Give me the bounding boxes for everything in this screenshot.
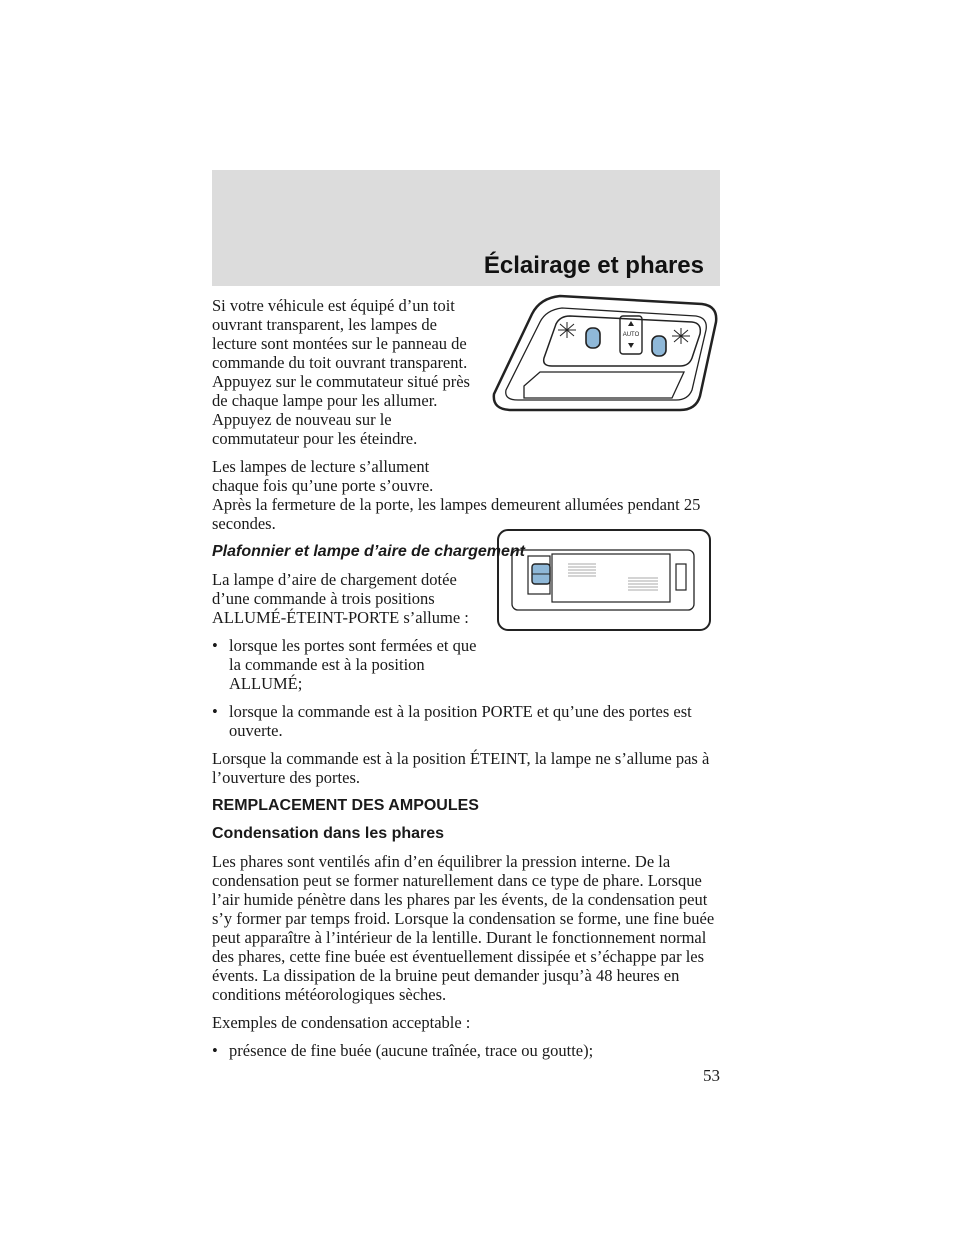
auto-label: AUTO	[622, 332, 640, 338]
page-number: 53	[703, 1066, 720, 1085]
bullet-dot: •	[212, 1041, 218, 1060]
list-item-text: lorsque la commande est à la position PORTE et qu’une des portes est ouverte.	[229, 702, 692, 740]
paragraph-off-position: Lorsque la commande est à la position ÉTEINT, la lampe ne s’allume pas à l’ouverture des portes.	[212, 749, 710, 787]
list-item-text: présence de fine buée (aucune traînée, trace ou goutte);	[229, 1041, 594, 1060]
bullet-dot: •	[212, 702, 218, 721]
paragraph-door-lamps-b: Après la fermeture de la porte, les lampes demeurent allumées pendant 25 secondes.	[212, 495, 701, 533]
bullet-dot: •	[212, 636, 218, 655]
paragraph-condensation: Les phares sont ventilés afin d’en équilibrer la pression interne. De la condensation peut se former naturellement dans ce type de phare. Lorsque l’air humide pénètre dans les phares par les évents, de la condensation peut s’y former par temps froid. Lorsque la condensation se forme, une fine buée peut apparaître à l’intérieur de la lentille. Durant le fonctionnement normal des phares, cette fine buée est éventuellement dissipée et s’échappe par les évents. La dissipation de la bruine peut demander jusqu’à 48 heures en conditions météorologiques sèches.	[212, 852, 715, 1004]
page-content	[212, 296, 722, 1069]
list-item-text: lorsque les portes sont fermées et que la commande est à la position ALLUMÉ;	[229, 636, 477, 693]
paragraph-door-lamps-a: Les lampes de lecture s’allument chaque fois qu’une porte s’ouvre.	[212, 457, 434, 495]
list-item	[212, 636, 478, 693]
heading-condensation: Condensation dans les phares	[212, 825, 445, 842]
list-item	[212, 1041, 722, 1060]
section-title: Éclairage et phares	[483, 252, 704, 279]
paragraph-condensation-examples: Exemples de condensation acceptable :	[212, 1013, 471, 1032]
paragraph-cargo-lamp: La lampe d’aire de chargement dotée d’une commande à trois positions ALLUMÉ-ÉTEINT-PORTE s’allume :	[212, 570, 469, 627]
header-band	[212, 170, 720, 286]
list-item	[212, 702, 722, 740]
heading-cargo-lamp: Plafonnier et lampe d’aire de chargement	[212, 543, 525, 560]
heading-bulb-replacement: REMPLACEMENT DES AMPOULES	[212, 797, 479, 814]
paragraph-sunroof-lamps: Si votre véhicule est équipé d’un toit ouvrant transparent, les lampes de lecture sont montées sur le panneau de commande du toit ouvrant transparent. Appuyez sur le commutateur situé près de chaque lampe pour les allumer. Appuyez de nouveau sur le commutateur pour les éteindre.	[212, 296, 470, 448]
